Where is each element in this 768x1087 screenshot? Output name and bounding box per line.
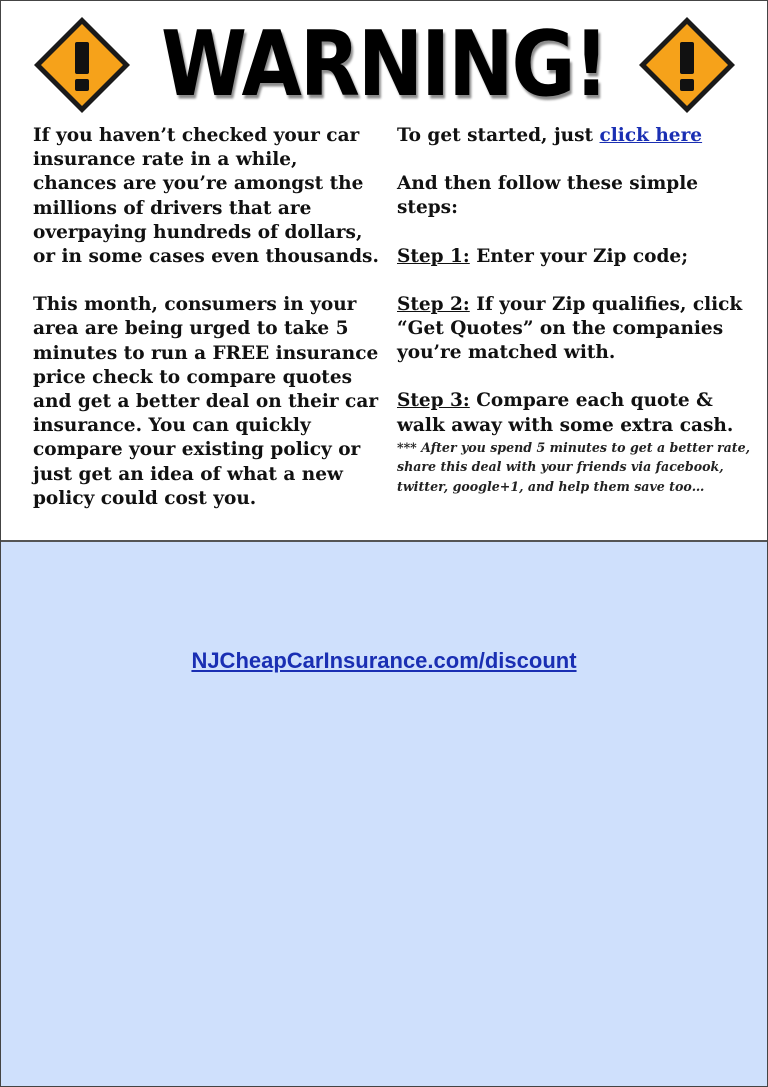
link-panel	[1, 542, 767, 1086]
step-1-text: Enter your Zip code;	[469, 245, 689, 267]
warning-sign-icon	[32, 15, 132, 115]
step-3	[397, 389, 757, 437]
warning-headline: WARNING!	[160, 13, 608, 117]
step-2-label: Step 2:	[397, 293, 470, 315]
discount-site-link[interactable]: NJCheapCarInsurance.com/discount	[191, 648, 577, 673]
step-1-label: Step 1:	[397, 245, 470, 267]
offer-paragraph: This month, consumers in your area are being urged to take 5 minutes to run a FREE insurance price check to compare quotes and get a better deal on their car insurance. You can quickly compare your existing policy or just get an idea of what a new policy could cost you.	[33, 294, 379, 509]
step-3-text: Compare each quote & walk away with some extra cash.	[397, 390, 734, 436]
left-column	[33, 124, 385, 511]
share-footnote: *** After you spend 5 minutes to get a better rate, share this deal with your friends via facebook, twitter, google+1, and help them save too…	[397, 439, 751, 494]
warning-panel	[1, 1, 767, 542]
intro-paragraph: If you haven’t checked your car insurance rate in a while, chances are you’re amongst the millions of drivers that are overpaying hundreds of dollars, or in some cases even thousands.	[33, 125, 379, 268]
follow-steps-text: And then follow these simple steps:	[397, 173, 699, 219]
step-3-label: Step 3:	[397, 390, 470, 412]
step-2	[397, 293, 757, 366]
get-started-text: To get started, just	[397, 125, 600, 146]
click-here-link[interactable]: click here	[599, 125, 703, 146]
step-1	[397, 245, 757, 269]
right-column	[397, 124, 757, 496]
get-started-line	[397, 124, 757, 148]
step-2-text: If your Zip qualifies, click “Get Quotes” on the companies you’re matched with.	[397, 293, 743, 364]
warning-sign-icon	[637, 15, 737, 115]
